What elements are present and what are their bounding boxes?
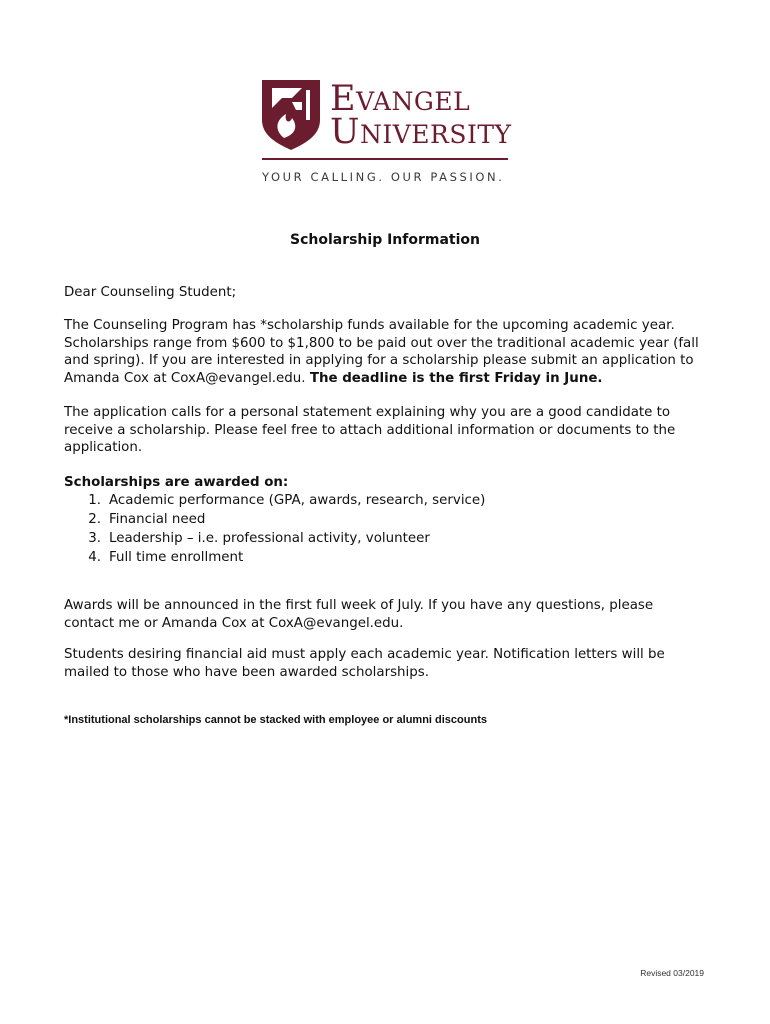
list-item-number: 3. — [88, 531, 101, 546]
document-title: Scholarship Information — [289, 232, 480, 248]
list-item-text: Financial need — [109, 512, 206, 527]
paragraph-announcement: Awards will be announced in the first full week of July. If you have any questions, please contact me or Amanda Cox at CoxA@evangel.edu. — [64, 598, 654, 631]
university-wordmark — [330, 79, 512, 152]
salutation: Dear Counseling Student; — [64, 285, 237, 300]
letterhead-divider — [262, 158, 508, 160]
paragraph-application: The application calls for a personal statement explaining why you are a good candidate to receive a scholarship. Please feel free to attach additional information or documents to the application. — [64, 405, 676, 455]
list-item — [64, 491, 704, 510]
list-item — [64, 510, 704, 529]
list-item-text: Academic performance (GPA, awards, research, service) — [109, 493, 486, 508]
list-item-number: 2. — [88, 512, 101, 527]
wordmark-line-1: EVANGEL — [330, 79, 471, 119]
list-item-number: 4. — [88, 550, 101, 565]
list-item-text: Full time enrollment — [109, 550, 244, 565]
footnote: *Institutional scholarships cannot be stacked with employee or alumni discounts — [64, 714, 487, 726]
criteria-list — [64, 491, 704, 567]
shield-flame-icon — [262, 80, 320, 150]
tagline: YOUR CALLING. OUR PASSION. — [262, 170, 505, 184]
deadline-text: The deadline is the first Friday in June. — [309, 370, 603, 386]
list-item — [64, 529, 704, 548]
wordmark-line-2: UNIVERSITY — [330, 112, 512, 152]
list-item-number: 1. — [88, 493, 101, 508]
paragraph-funding — [64, 317, 704, 387]
paragraph-financial-aid: Students desiring financial aid must apply each academic year. Notification letters will be mailed to those who have been awarded scholarships. — [64, 647, 665, 680]
list-item — [64, 548, 704, 567]
paragraph-funding-text: The Counseling Program has *scholarship funds available for the upcoming academic year. Scholarships range from $600 to $1,800 to be paid out over the traditional academic year (fall and spring). If you are interested in applying for a scholarship please submit an application to Amanda Cox at CoxA@evangel.edu. — [64, 318, 699, 386]
list-item-text: Leadership – i.e. professional activity, volunteer — [109, 531, 430, 546]
criteria-heading: Scholarships are awarded on: — [64, 475, 289, 490]
revision-date: Revised 03/2019 — [640, 968, 704, 978]
